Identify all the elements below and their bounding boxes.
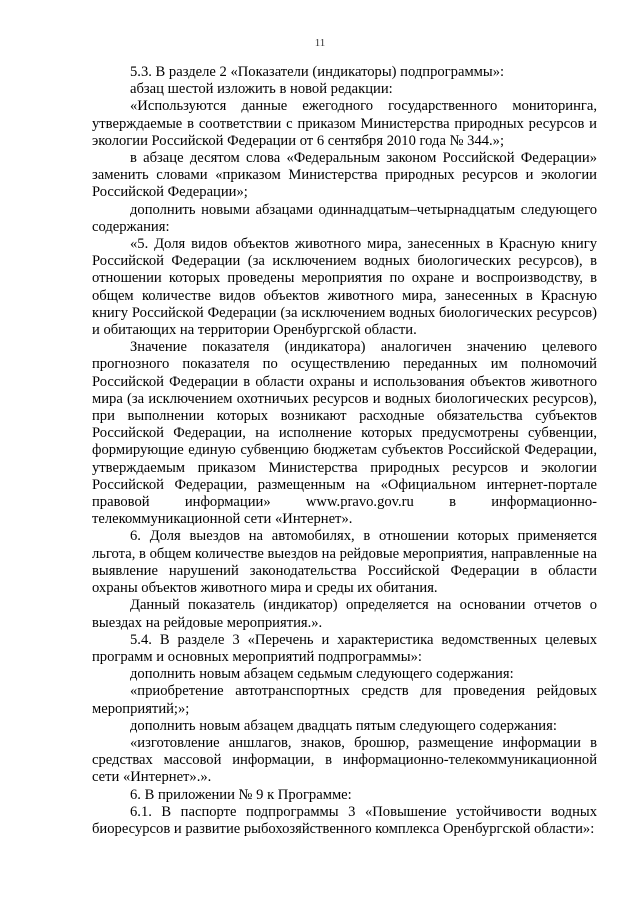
instruction-paragraph: в абзаце десятом слова «Федеральным законом Российской Федерации» заменить словами «приказом Министерства природных ресурсов и экологии Российской Федерации»; [92,150,597,201]
instruction-paragraph: дополнить новыми абзацами одиннадцатым–четырнадцатым следующего содержания: [92,201,597,235]
indicator-value-paragraph: Значение показателя (индикатора) аналогичен значению целевого прогнозного показателя по осуществлению переданных им полномочий Российской Федерации в области охраны и использования объектов животного мира (за исключением охотничьих ресурсов и водных биологических ресурсов), при выполнении которых возникают расходные обязательства субъектов Российской Федерации, на исполнение которых предусмотрены субвенции, формирующие единую субвенцию бюджетам субъектов Российской Федерации, утверждаемым приказом Министерства природных ресурсов и экологии Российской Федерации, размещенным на «Официальном интернет-портале правовой информации» www.pravo.gov.ru в информационно-телекоммуникационной сети «Интернет». [92,339,597,528]
quoted-paragraph: «изготовление аншлагов, знаков, брошюр, размещение информации в средствах массовой информации, в информационно-телекоммуникационной сети «Интернет».». [92,734,597,786]
instruction-paragraph: дополнить новым абзацем двадцать пятым следующего содержания: [130,717,557,734]
section-5-4-heading: 5.4. В разделе 3 «Перечень и характеристика ведомственных целевых программ и основных мероприятий подпрограммы»: [92,631,597,665]
quoted-paragraph: «Используются данные ежегодного государственного мониторинга, утверждаемые в соответствии с приказом Министерства природных ресурсов и экологии Российской Федерации от 6 сентября 2010 года № 344.»; [92,98,597,149]
section-6-1-heading: 6.1. В паспорте подпрограммы 3 «Повышение устойчивости водных биоресурсов и развитие рыбохозяйственного комплекса Оренбургской области»: [92,803,597,837]
indicator-source-paragraph: Данный показатель (индикатор) определяется на основании отчетов о выездах на рейдовые мероприятия.». [92,597,597,631]
indicator-6-paragraph: 6. Доля выездов на автомобилях, в отношении которых применяется льгота, в общем количестве выездов на рейдовые мероприятия, направленные на выявление нарушений законодательства Российской Федерации в области охраны объектов животного мира и среды их обитания. [92,528,597,597]
instruction-paragraph: абзац шестой изложить в новой редакции: [130,81,393,98]
page-number: 11 [314,37,326,49]
quoted-paragraph: «приобретение автотранспортных средств для проведения рейдовых мероприятий;»; [92,683,597,717]
instruction-paragraph: дополнить новым абзацем седьмым следующего содержания: [130,666,514,683]
document-body [92,64,597,838]
section-5-3-heading: 5.3. В разделе 2 «Показатели (индикаторы) подпрограммы»: [130,64,505,80]
section-6-heading: 6. В приложении № 9 к Программе: [130,786,352,803]
indicator-5-paragraph: «5. Доля видов объектов животного мира, занесенных в Красную книгу Российской Федерации (за исключением водных биологических ресурсов), в отношении которых проведены мероприятия по охране и воспроизводству, в общем количестве видов объектов животного мира, занесенных в Красную книгу Российской Федерации (за исключением водных биологических ресурсов) и обитающих на территории Оренбургской области. [92,236,597,339]
